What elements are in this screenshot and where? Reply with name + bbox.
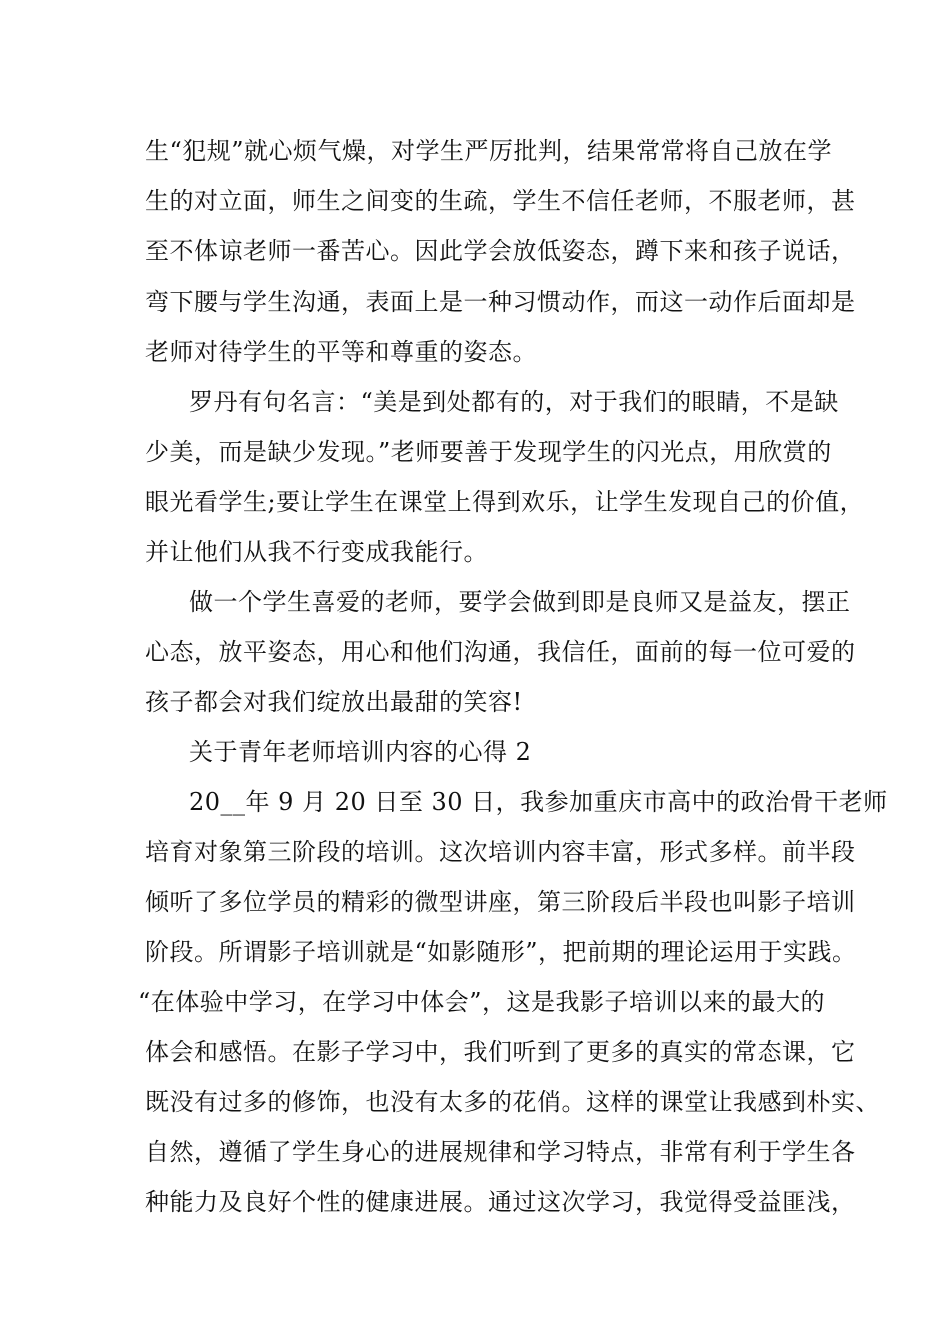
text-line: 培育对象第三阶段的培训。这次培训内容丰富，形式多样。前半段 [145,838,856,866]
text-line: 种能力及良好个性的健康进展。通过这次学习，我觉得受益匪浅， [145,1188,856,1216]
text-line: 体会和感悟。在影子学习中，我们听到了更多的真实的常态课，它 [145,1038,856,1066]
text-line: 心态，放平姿态，用心和他们沟通，我信任，面前的每一位可爱的 [145,638,856,666]
text-line: 至不体谅老师一番苦心。因此学会放低姿态，蹲下来和孩子说话， [145,237,856,265]
text-line: 眼光看学生;要让学生在课堂上得到欢乐，让学生发现自己的价值， [145,488,865,516]
text-line: 既没有过多的修饰，也没有太多的花俏。这样的课堂让我感到朴实、 [145,1088,880,1116]
text-line: 孩子都会对我们绽放出最甜的笑容! [145,688,523,716]
paragraph-start: 20__年 9 月 20 日至 30 日，我参加重庆市高中的政治骨干老师 [189,788,888,816]
text-line: 阶段。所谓影子培训就是“如影随形”，把前期的理论运用于实践。 [145,938,857,966]
text-line: 弯下腰与学生沟通，表面上是一种习惯动作，而这一动作后面却是 [145,288,856,316]
text-line: 生“犯规”就心烦气燥，对学生严厉批判，结果常常将自己放在学 [145,137,833,165]
paragraph-start: 罗丹有句名言：“美是到处都有的，对于我们的眼睛，不是缺 [189,388,839,416]
text-line: 并让他们从我不行变成我能行。 [145,538,488,566]
text-line: “在体验中学习，在学习中体会”，这是我影子培训以来的最大的 [138,988,826,1016]
text-line: 自然，遵循了学生身心的进展规律和学习特点，非常有利于学生各 [145,1138,856,1166]
text-line: 老师对待学生的平等和尊重的姿态。 [145,338,537,366]
text-line: 倾听了多位学员的精彩的微型讲座，第三阶段后半段也叫影子培训 [145,888,856,916]
text-line: 少美，而是缺少发现。”老师要善于发现学生的闪光点，用欣赏的 [145,438,832,466]
paragraph-start: 做一个学生喜爱的老师，要学会做到即是良师又是益友，摆正 [189,588,851,616]
section-heading: 关于青年老师培训内容的心得 2 [189,738,532,766]
text-line: 生的对立面，师生之间变的生疏，学生不信任老师，不服老师，甚 [145,187,856,215]
